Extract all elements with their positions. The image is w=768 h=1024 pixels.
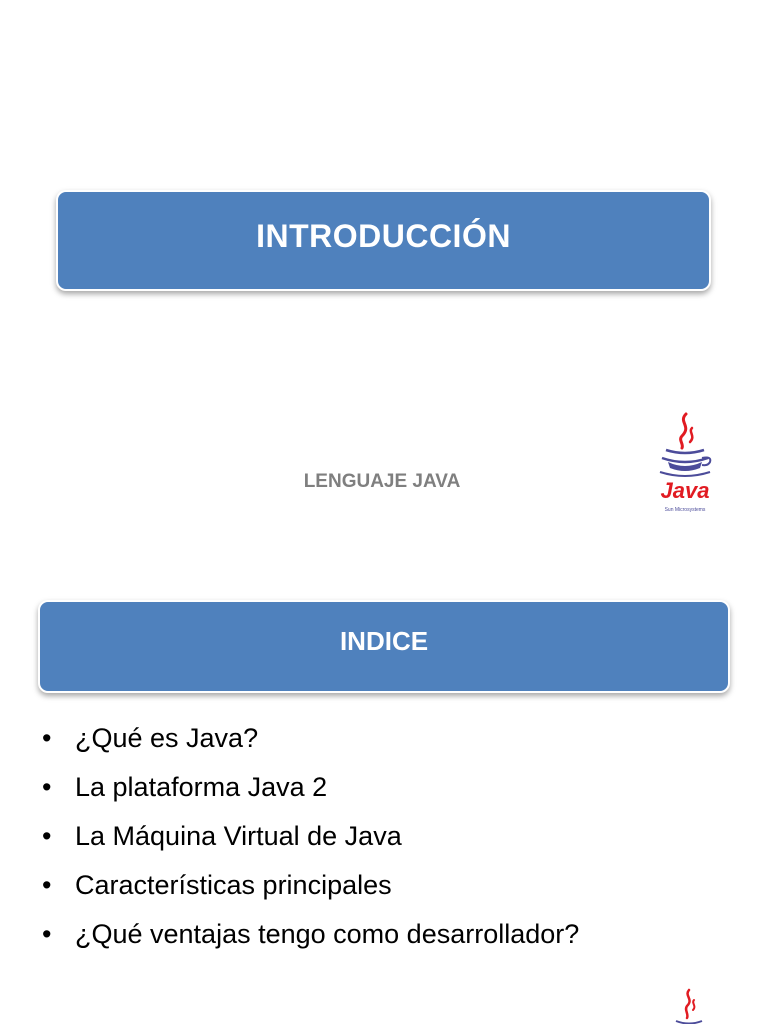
slide-title-box [56, 190, 711, 291]
java-logo-cropped [672, 988, 706, 1024]
slide-indice [0, 576, 768, 1024]
slide-subtitle: LENGUAJE JAVA [303, 471, 461, 492]
java-tagline: Sun Microsystems [664, 507, 706, 513]
slide-title: INTRODUCCIÓN [256, 218, 511, 254]
slide-title-box [38, 600, 730, 693]
list-item-text: Características principales [75, 870, 392, 900]
java-coffee-cup-icon [660, 414, 710, 476]
java-wordmark: Java [660, 478, 710, 503]
slide-title: INDICE [339, 626, 429, 656]
list-item [42, 714, 579, 763]
bullet-icon: • [42, 723, 52, 753]
list-item-text: La plataforma Java 2 [75, 772, 328, 802]
java-coffee-cup-icon [672, 988, 706, 1024]
bullet-icon: • [42, 919, 52, 949]
list-item [42, 763, 579, 812]
bullet-icon: • [42, 772, 52, 802]
list-item-text: La Máquina Virtual de Java [75, 821, 402, 851]
list-item [42, 910, 579, 959]
list-item-text: ¿Qué es Java? [75, 723, 259, 753]
list-item [42, 812, 579, 861]
java-logo [652, 410, 718, 516]
bullet-icon: • [42, 821, 52, 851]
bullet-icon: • [42, 870, 52, 900]
list-item-text: ¿Qué ventajas tengo como desarrollador? [75, 919, 580, 949]
list-item [42, 861, 579, 910]
bullet-list [42, 714, 579, 959]
